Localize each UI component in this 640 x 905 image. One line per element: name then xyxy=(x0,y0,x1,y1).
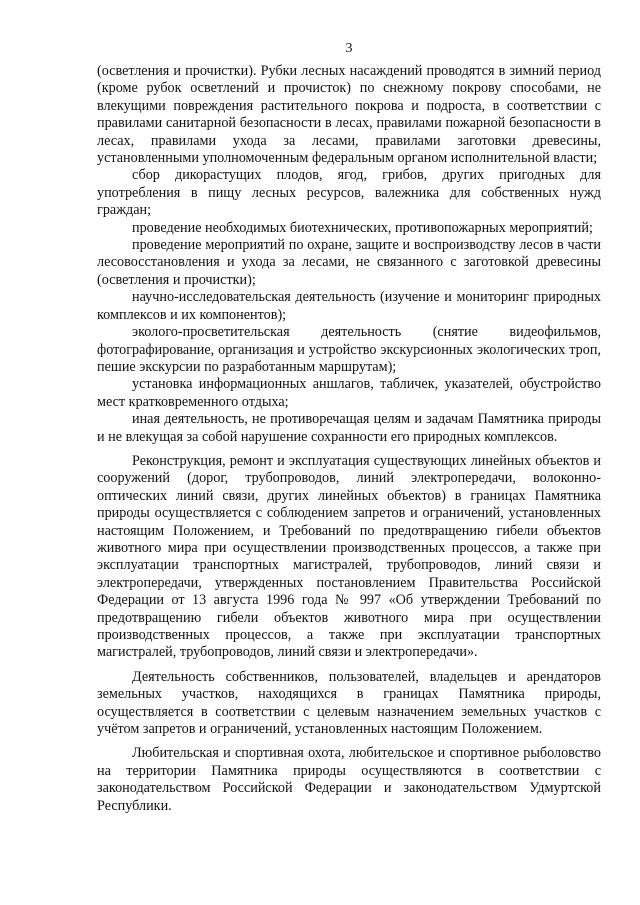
list-item-biotechnical: проведение необходимых биотехнических, противопожарных мероприятий; xyxy=(132,219,593,236)
list-item-forest-protection: проведение мероприятий по охране, защите и воспроизводству лесов в части лесовосстановления и ухода за лесами, не связанного с заготовкой древесины (осветления и прочистки); xyxy=(97,237,601,288)
list-item-signage: установка информационных аншлагов, табличек, указателей, обустройство мест кратковременного отдыха; xyxy=(97,376,601,410)
paragraph-hunting-fishing: Любительская и спортивная охота, любительское и спортивное рыболовство на территории Памятника природы осуществляются в соответствии с законодательством Российской Федерации и законодательством Удмуртской Республики. xyxy=(97,745,601,814)
page-number: 3 xyxy=(345,41,353,56)
document-body xyxy=(97,63,601,815)
list-item-gathering: сбор дикорастущих плодов, ягод, грибов, других пригодных для употребления в пищу лесных ресурсов, валежника для собственных нужд граждан; xyxy=(97,167,601,219)
paragraph-continuation: (осветления и прочистки). Рубки лесных насаждений проводятся в зимний период (кроме рубок осветлений и прочисток) по снежному покрову способами, не влекущими повреждения растительного покрова и подроста, в соответствии с правилами санитарной безопасности в лесах, правилами пожарной безопасности в лесах, правилами ухода за лесами, правилами заготовки древесины, установленными уполномоченным федеральным органом исполнительной власти; xyxy=(97,63,601,167)
list-item-eco-education: эколого-просветительская деятельность (снятие видеофильмов, фотографирование, организация и устройство экскурсионных экологических троп, пешие экскурсии по разработанным маршрутам); xyxy=(97,324,601,375)
list-item-other-activity: иная деятельность, не противоречащая целям и задачам Памятника природы и не влекущая за собой нарушение сохранности его природных комплексов. xyxy=(97,411,601,445)
paragraph-land-owners: Деятельность собственников, пользователей, владельцев и арендаторов земельных участков, находящихся в границах Памятника природы, осуществляется в соответствии с целевым назначением земельных участков с учётом запретов и ограничений, установленных настоящим Положением. xyxy=(97,668,601,738)
list-item-research: научно-исследовательская деятельность (изучение и мониторинг природных комплексов и их компонентов); xyxy=(97,289,601,323)
paragraph-reconstruction: Реконструкция, ремонт и эксплуатация существующих линейных объектов и сооружений (дорог, трубопроводов, линий электропередачи, волоконно-оптических линий связи, других линейных объектов) в границах Памятника природы осуществляется с соблюдением запретов и ограничений, установленных настоящим Положением, и Требований по предотвращению гибели объектов животного мира при осуществлении производственных процессов, а также при эксплуатации транспортных магистралей, трубопроводов, линий связи и электропередачи, утвержденных постановлением Правительства Российской Федерации от 13 августа 1996 года № 997 «Об утверждении Требований по предотвращению гибели объектов животного мира при осуществлении производственных процессов, а также при эксплуатации транспортных магистралей, трубопроводов, линий связи и электропередачи». xyxy=(97,452,601,661)
